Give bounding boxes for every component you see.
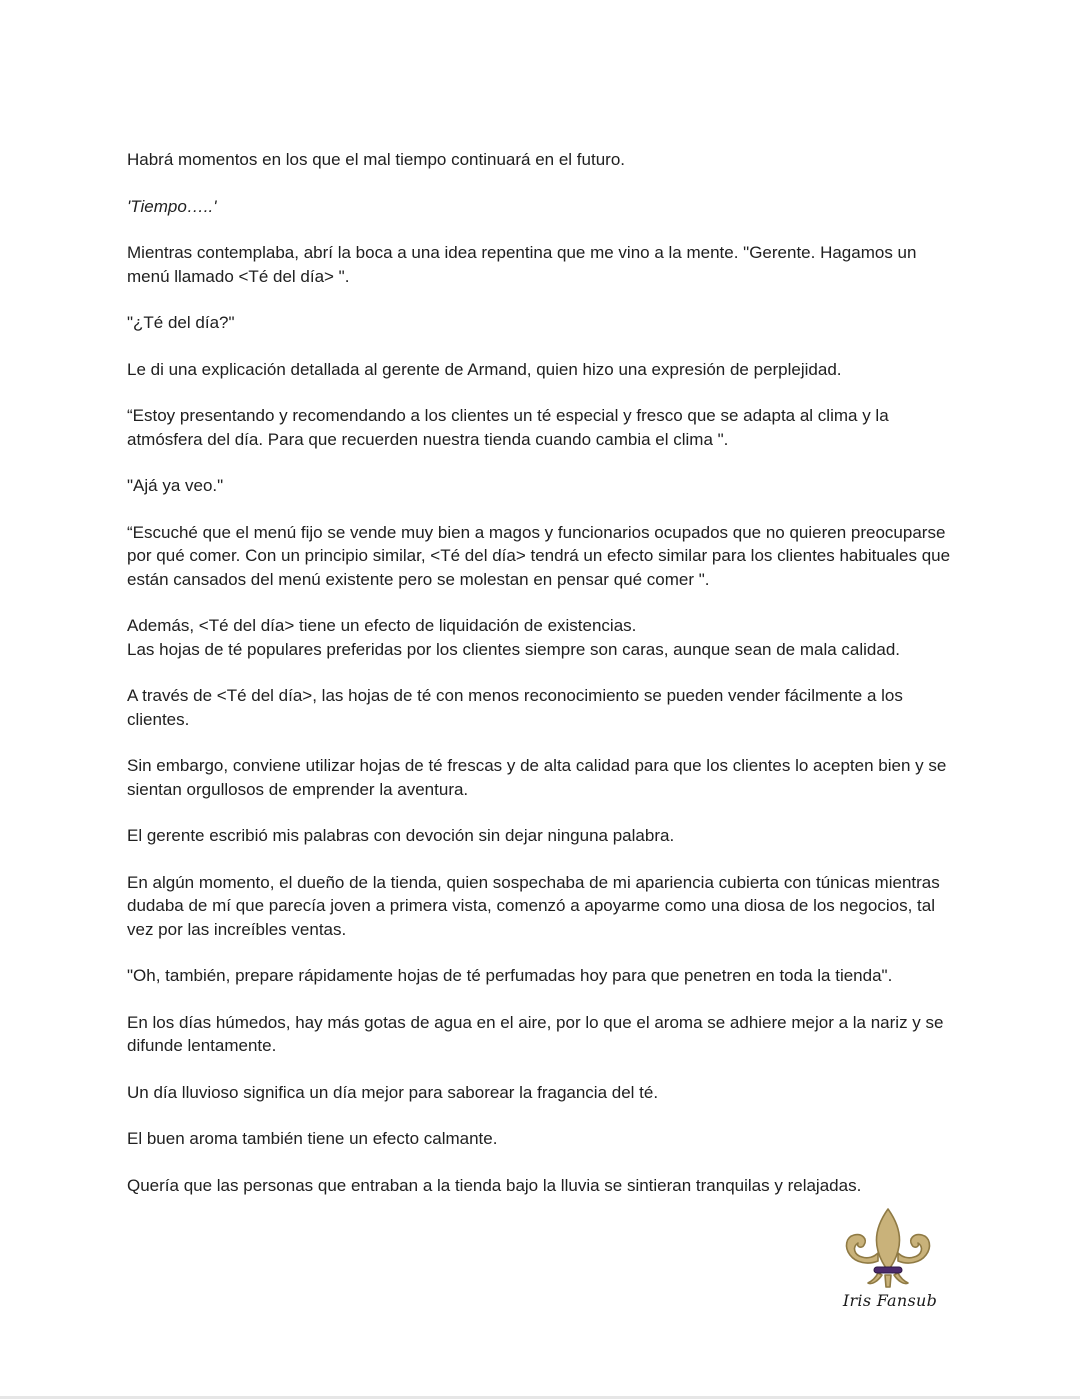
paragraph: 'Tiempo…..' <box>127 196 217 216</box>
paragraph: "Oh, también, prepare rápidamente hojas de té perfumadas hoy para que penetren en toda la tienda". <box>127 966 893 985</box>
paragraph: Le di una explicación detallada al gerente de Armand, quien hizo una expresión de perplejidad. <box>127 359 842 379</box>
paragraph: "Ajá ya veo." <box>127 476 224 495</box>
paragraph: “Estoy presentando y recomendando a los clientes un té especial y fresco que se adapta al clima y la atmósfera del día. Para que recuerden nuestra tienda cuando cambia el clima ". <box>127 406 889 449</box>
document-body <box>127 148 957 1220</box>
paragraph: En algún momento, el dueño de la tienda, quien sospechaba de mi apariencia cubierta con túnicas mientras dudaba de mí que parecía joven a primera vista, comenzó a apoyarme como una diosa de los negocios, tal vez por las increíbles ventas. <box>127 872 940 939</box>
logo-text: Iris Fansub <box>842 1291 938 1310</box>
paragraph: Habrá momentos en los que el mal tiempo continuará en el futuro. <box>127 150 625 169</box>
paragraph: Mientras contemplaba, abrí la boca a una idea repentina que me vino a la mente. "Gerente. Hagamos un menú llamado <Té del día> ". <box>127 243 917 286</box>
paragraph: Además, <Té del día> tiene un efecto de liquidación de existencias. <box>127 616 637 635</box>
paragraph: Un día lluvioso significa un día mejor para saborear la fragancia del té. <box>127 1082 659 1102</box>
paragraph: En los días húmedos, hay más gotas de agua en el aire, por lo que el aroma se adhiere mejor a la nariz y se difunde lentamente. <box>127 1012 944 1055</box>
paragraph: “Escuché que el menú fijo se vende muy bien a magos y funcionarios ocupados que no quieren preocuparse por qué comer. Con un principio similar, <Té del día> tendrá un efecto similar para los clientes habituales que están cansados del menú existente pero se molestan en pensar qué comer ". <box>127 522 951 589</box>
paragraph: El buen aroma también tiene un efecto calmante. <box>127 1129 498 1148</box>
iris-fansub-logo <box>838 1205 948 1317</box>
paragraph: Quería que las personas que entraban a la tienda bajo la lluvia se sintieran tranquilas y relajadas. <box>127 1175 862 1195</box>
paragraph: A través de <Té del día>, las hojas de té con menos reconocimiento se pueden vender fácilmente a los clientes. <box>127 686 903 729</box>
paragraph: El gerente escribió mis palabras con devoción sin dejar ninguna palabra. <box>127 826 675 845</box>
paragraph: Sin embargo, conviene utilizar hojas de té frescas y de alta calidad para que los clientes lo acepten bien y se sientan orgullosos de emprender la aventura. <box>127 756 947 799</box>
paragraph: "¿Té del día?" <box>127 313 235 332</box>
paragraph: Las hojas de té populares preferidas por los clientes siempre son caras, aunque sean de mala calidad. <box>127 639 901 659</box>
fleur-de-lis-icon <box>838 1205 942 1291</box>
